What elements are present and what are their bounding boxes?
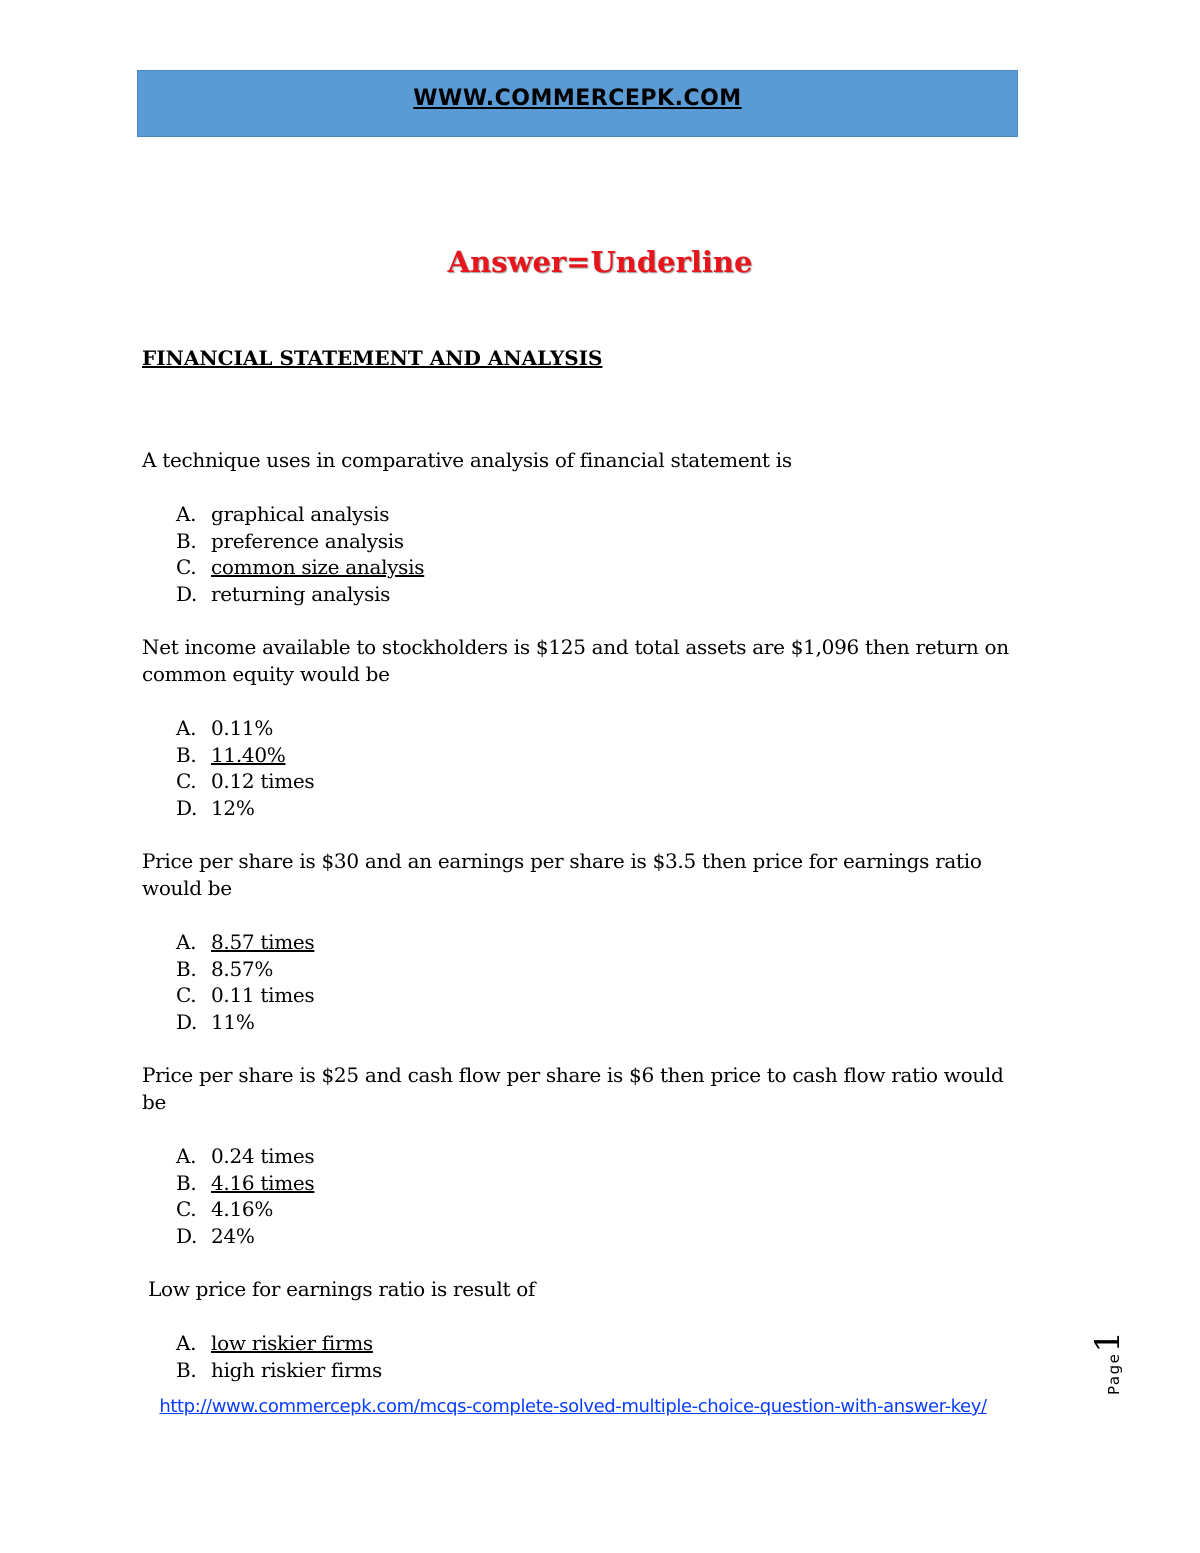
option-letter: C.	[176, 769, 197, 793]
question-text: A technique uses in comparative analysis of financial statement is	[142, 448, 792, 472]
option-letter: B.	[176, 528, 197, 553]
option-text: 0.11 times	[211, 983, 315, 1007]
option-item	[142, 1143, 1022, 1170]
option-list	[142, 929, 1022, 1035]
option-text: 4.16%	[211, 1197, 274, 1221]
option-text-correct-answer: common size analysis	[211, 555, 425, 579]
page-number: 1	[1088, 1331, 1128, 1353]
option-text: returning analysis	[211, 581, 391, 606]
option-letter: A.	[176, 716, 197, 740]
question-text: Price per share is $30 and an earnings per share is $3.5 then price for earnings ratio would be	[142, 849, 988, 900]
option-item	[142, 956, 1022, 983]
option-item	[142, 742, 1022, 769]
option-list	[142, 715, 1022, 821]
option-item	[142, 982, 1022, 1009]
option-text: 11%	[211, 1009, 255, 1034]
option-item	[142, 1009, 1022, 1036]
option-item	[142, 501, 1022, 528]
option-letter: B.	[176, 956, 197, 981]
option-letter: C.	[176, 555, 197, 579]
question-text: Net income available to stockholders is $125 and total assets are $1,096 then return on common equity would be	[142, 635, 1015, 686]
question-text: Low price for earnings ratio is result of	[142, 1277, 536, 1301]
option-text: 0.24 times	[211, 1144, 315, 1168]
option-item	[142, 1170, 1022, 1197]
page-label: Page	[1105, 1352, 1123, 1395]
option-letter: D.	[176, 795, 198, 820]
option-text: 0.11%	[211, 716, 274, 740]
option-letter: A.	[176, 930, 197, 954]
option-letter: A.	[176, 502, 197, 526]
option-list	[142, 1330, 1022, 1383]
option-letter: C.	[176, 1197, 197, 1221]
option-text-correct-answer: 8.57 times	[211, 930, 315, 954]
option-item	[142, 1330, 1022, 1357]
option-item	[142, 1223, 1022, 1250]
option-letter: B.	[176, 742, 197, 767]
header-banner	[137, 70, 1018, 137]
option-list	[142, 501, 1022, 607]
option-text: 12%	[211, 795, 255, 820]
option-text: 8.57%	[211, 956, 274, 981]
option-text-correct-answer: low riskier firms	[211, 1331, 373, 1355]
site-link[interactable]: WWW.COMMERCEPK.COM	[413, 86, 742, 111]
option-text: 0.12 times	[211, 769, 315, 793]
option-list	[142, 1143, 1022, 1249]
option-letter: B.	[176, 1170, 197, 1195]
question-text: Price per share is $25 and cash flow per share is $6 then price to cash flow ratio would be	[142, 1063, 1010, 1114]
option-item	[142, 581, 1022, 608]
option-text: 24%	[211, 1223, 255, 1248]
option-letter: A.	[176, 1144, 197, 1168]
option-letter: C.	[176, 983, 197, 1007]
option-text: high riskier firms	[211, 1357, 382, 1382]
option-letter: D.	[176, 581, 198, 606]
option-letter: D.	[176, 1223, 198, 1248]
section-title: FINANCIAL STATEMENT AND ANALYSIS	[142, 346, 603, 370]
option-text: preference analysis	[211, 528, 404, 553]
option-item	[142, 768, 1022, 795]
footer-url-link[interactable]: http://www.commercepk.com/mcqs-complete-solved-multiple-choice-question-with-answer-key/	[159, 1396, 987, 1417]
option-letter: D.	[176, 1009, 198, 1034]
option-item	[142, 1196, 1022, 1223]
option-letter: A.	[176, 1331, 197, 1355]
option-letter: B.	[176, 1357, 197, 1382]
option-item	[142, 1357, 1022, 1384]
option-item	[142, 528, 1022, 555]
answer-key-note: Answer=Underline	[447, 245, 753, 279]
option-text-correct-answer: 4.16 times	[211, 1170, 315, 1195]
option-item	[142, 715, 1022, 742]
question-list	[142, 447, 1022, 1410]
page-number-marker	[1088, 1325, 1128, 1395]
option-text: graphical analysis	[211, 502, 390, 526]
option-text-correct-answer: 11.40%	[211, 742, 286, 767]
option-item	[142, 795, 1022, 822]
option-item	[142, 929, 1022, 956]
option-item	[142, 554, 1022, 581]
